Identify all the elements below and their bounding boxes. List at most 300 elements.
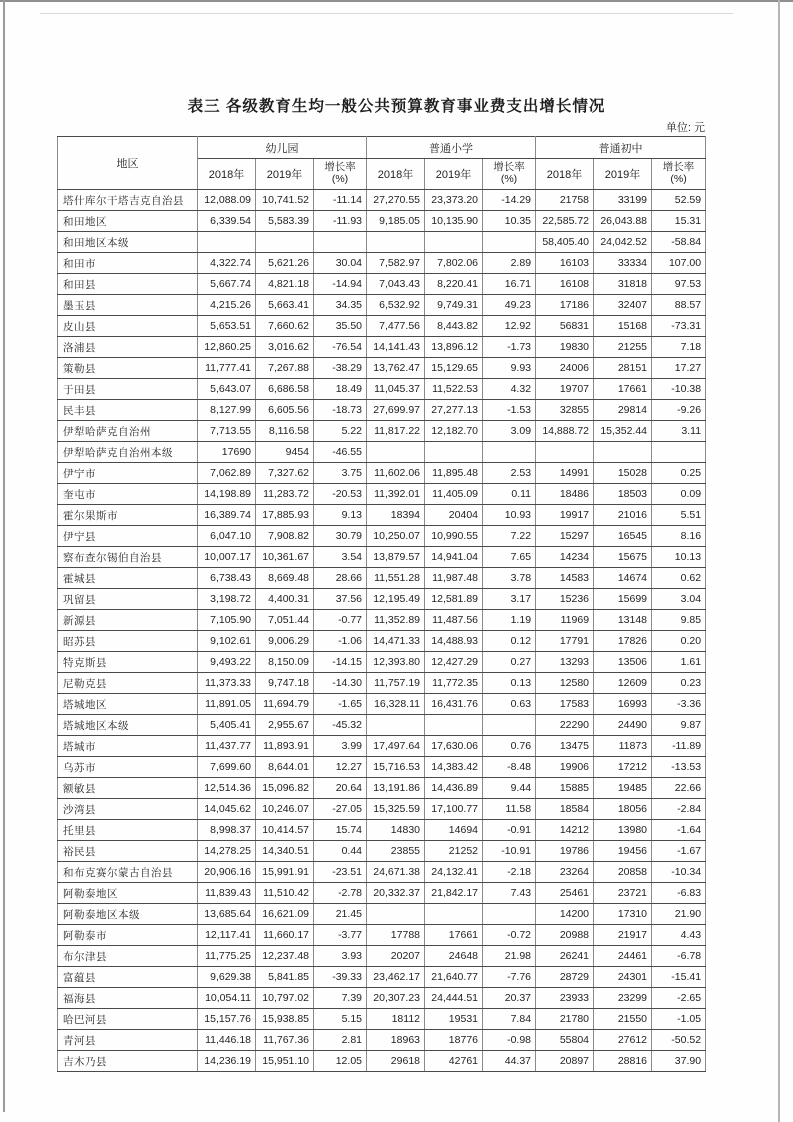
- value-cell: 28816: [594, 1051, 652, 1072]
- region-cell: 和田市: [58, 253, 198, 274]
- value-cell: -1.73: [483, 337, 536, 358]
- value-cell: -11.14: [314, 190, 367, 211]
- value-cell: 15,129.65: [425, 358, 483, 379]
- value-cell: 12.27: [314, 757, 367, 778]
- value-cell: 4,821.18: [256, 274, 314, 295]
- value-cell: [198, 232, 256, 253]
- value-cell: 56831: [536, 316, 594, 337]
- value-cell: 22.66: [652, 778, 706, 799]
- value-cell: 7,660.62: [256, 316, 314, 337]
- value-cell: 11,839.43: [198, 883, 256, 904]
- value-cell: 10.35: [483, 211, 536, 232]
- value-cell: 17661: [594, 379, 652, 400]
- value-cell: -7.76: [483, 967, 536, 988]
- value-cell: 5,653.51: [198, 316, 256, 337]
- region-cell: 和布克赛尔蒙古自治县: [58, 862, 198, 883]
- table-row: [58, 379, 706, 400]
- value-cell: 24490: [594, 715, 652, 736]
- value-cell: 9.44: [483, 778, 536, 799]
- value-cell: 12,427.29: [425, 652, 483, 673]
- value-cell: 14,198.89: [198, 484, 256, 505]
- table-row: [58, 841, 706, 862]
- value-cell: -0.91: [483, 820, 536, 841]
- table-row: [58, 988, 706, 1009]
- value-cell: 15,352.44: [594, 421, 652, 442]
- value-cell: -15.41: [652, 967, 706, 988]
- value-cell: 12580: [536, 673, 594, 694]
- value-cell: 21016: [594, 505, 652, 526]
- value-cell: 8,127.99: [198, 400, 256, 421]
- value-cell: 12,088.09: [198, 190, 256, 211]
- region-cell: 霍尔果斯市: [58, 505, 198, 526]
- value-cell: 21,842.17: [425, 883, 483, 904]
- table-row: [58, 1009, 706, 1030]
- table-row: [58, 883, 706, 904]
- value-cell: 24,444.51: [425, 988, 483, 1009]
- table-row: [58, 862, 706, 883]
- year-header-2019: 2019年: [425, 159, 483, 190]
- region-cell: 巩留县: [58, 589, 198, 610]
- value-cell: [314, 232, 367, 253]
- value-cell: -50.52: [652, 1030, 706, 1051]
- value-cell: 9,185.05: [367, 211, 425, 232]
- value-cell: 27612: [594, 1030, 652, 1051]
- value-cell: [425, 232, 483, 253]
- value-cell: 14,436.89: [425, 778, 483, 799]
- value-cell: 15,157.76: [198, 1009, 256, 1030]
- table-row: [58, 211, 706, 232]
- value-cell: -6.83: [652, 883, 706, 904]
- value-cell: 11969: [536, 610, 594, 631]
- value-cell: 8,644.01: [256, 757, 314, 778]
- value-cell: 9.85: [652, 610, 706, 631]
- value-cell: 0.76: [483, 736, 536, 757]
- value-cell: 7,043.43: [367, 274, 425, 295]
- region-cell: 和田县: [58, 274, 198, 295]
- rate-header-label: 增长率: [324, 161, 356, 174]
- group-header-primary: 普通小学: [367, 137, 536, 159]
- value-cell: -0.72: [483, 925, 536, 946]
- value-cell: 3.99: [314, 736, 367, 757]
- value-cell: 21,640.77: [425, 967, 483, 988]
- region-cell: 奎屯市: [58, 484, 198, 505]
- value-cell: 5,405.41: [198, 715, 256, 736]
- value-cell: 22290: [536, 715, 594, 736]
- value-cell: 16.71: [483, 274, 536, 295]
- value-cell: 11,487.56: [425, 610, 483, 631]
- region-cell: 哈巴河县: [58, 1009, 198, 1030]
- value-cell: 14200: [536, 904, 594, 925]
- value-cell: 3,198.72: [198, 589, 256, 610]
- value-cell: 35.50: [314, 316, 367, 337]
- value-cell: 7,267.88: [256, 358, 314, 379]
- value-cell: 20,307.23: [367, 988, 425, 1009]
- value-cell: 21550: [594, 1009, 652, 1030]
- table-row: [58, 442, 706, 463]
- value-cell: 11,895.48: [425, 463, 483, 484]
- value-cell: 3.75: [314, 463, 367, 484]
- value-cell: -2.18: [483, 862, 536, 883]
- table-row: [58, 673, 706, 694]
- value-cell: 7,713.55: [198, 421, 256, 442]
- value-cell: 10,741.52: [256, 190, 314, 211]
- value-cell: 21255: [594, 337, 652, 358]
- value-cell: 1.19: [483, 610, 536, 631]
- value-cell: 26241: [536, 946, 594, 967]
- value-cell: 4.43: [652, 925, 706, 946]
- rate-header: [483, 159, 536, 190]
- value-cell: 0.44: [314, 841, 367, 862]
- value-cell: 8.16: [652, 526, 706, 547]
- value-cell: -1.65: [314, 694, 367, 715]
- region-cell: 特克斯县: [58, 652, 198, 673]
- value-cell: 55804: [536, 1030, 594, 1051]
- value-cell: -10.34: [652, 862, 706, 883]
- value-cell: 13475: [536, 736, 594, 757]
- rate-header-unit: (%): [670, 173, 687, 185]
- value-cell: 5,663.41: [256, 295, 314, 316]
- value-cell: 13506: [594, 652, 652, 673]
- value-cell: 7,105.90: [198, 610, 256, 631]
- region-cell: 塔城地区: [58, 694, 198, 715]
- value-cell: 21.98: [483, 946, 536, 967]
- value-cell: 19906: [536, 757, 594, 778]
- value-cell: 12,581.89: [425, 589, 483, 610]
- value-cell: 14,888.72: [536, 421, 594, 442]
- value-cell: 3.93: [314, 946, 367, 967]
- value-cell: [256, 232, 314, 253]
- value-cell: 11,602.06: [367, 463, 425, 484]
- value-cell: 6,605.56: [256, 400, 314, 421]
- value-cell: 9,749.31: [425, 295, 483, 316]
- value-cell: 15,716.53: [367, 757, 425, 778]
- value-cell: 5,667.74: [198, 274, 256, 295]
- value-cell: 27,699.97: [367, 400, 425, 421]
- value-cell: -20.53: [314, 484, 367, 505]
- value-cell: 97.53: [652, 274, 706, 295]
- value-cell: 15.74: [314, 820, 367, 841]
- rate-header-unit: (%): [500, 173, 518, 185]
- value-cell: [483, 904, 536, 925]
- value-cell: 14212: [536, 820, 594, 841]
- value-cell: 0.13: [483, 673, 536, 694]
- table-row: [58, 505, 706, 526]
- table-row: [58, 736, 706, 757]
- value-cell: 44.37: [483, 1051, 536, 1072]
- value-cell: -14.29: [483, 190, 536, 211]
- value-cell: 24461: [594, 946, 652, 967]
- value-cell: 23264: [536, 862, 594, 883]
- value-cell: 21758: [536, 190, 594, 211]
- value-cell: -1.53: [483, 400, 536, 421]
- region-cell: 布尔津县: [58, 946, 198, 967]
- year-header-2018: 2018年: [367, 159, 425, 190]
- value-cell: 11,352.89: [367, 610, 425, 631]
- value-cell: 8,220.41: [425, 274, 483, 295]
- value-cell: 3.17: [483, 589, 536, 610]
- value-cell: 11,405.09: [425, 484, 483, 505]
- table-row: [58, 715, 706, 736]
- value-cell: -27.05: [314, 799, 367, 820]
- region-cell: 塔城市: [58, 736, 198, 757]
- value-cell: 5,841.85: [256, 967, 314, 988]
- value-cell: 42761: [425, 1051, 483, 1072]
- value-cell: 1.61: [652, 652, 706, 673]
- region-cell: 民丰县: [58, 400, 198, 421]
- value-cell: [483, 715, 536, 736]
- value-cell: 13,879.57: [367, 547, 425, 568]
- table-row: [58, 316, 706, 337]
- value-cell: 17,100.77: [425, 799, 483, 820]
- value-cell: -10.38: [652, 379, 706, 400]
- value-cell: 11,767.36: [256, 1030, 314, 1051]
- region-cell: 吉木乃县: [58, 1051, 198, 1072]
- value-cell: 23,462.17: [367, 967, 425, 988]
- table-row: [58, 547, 706, 568]
- value-cell: 6,532.92: [367, 295, 425, 316]
- value-cell: 13980: [594, 820, 652, 841]
- value-cell: 107.00: [652, 253, 706, 274]
- region-cell: 阿勒泰地区: [58, 883, 198, 904]
- value-cell: 7,327.62: [256, 463, 314, 484]
- table-row: [58, 190, 706, 211]
- region-cell: 策勒县: [58, 358, 198, 379]
- value-cell: 58,405.40: [536, 232, 594, 253]
- value-cell: 25461: [536, 883, 594, 904]
- value-cell: 12,860.25: [198, 337, 256, 358]
- value-cell: 7,477.56: [367, 316, 425, 337]
- value-cell: 28151: [594, 358, 652, 379]
- value-cell: 14,471.33: [367, 631, 425, 652]
- value-cell: 14583: [536, 568, 594, 589]
- value-cell: -38.29: [314, 358, 367, 379]
- value-cell: 2,955.67: [256, 715, 314, 736]
- value-cell: -76.54: [314, 337, 367, 358]
- value-cell: 17791: [536, 631, 594, 652]
- value-cell: 15,938.85: [256, 1009, 314, 1030]
- value-cell: 20897: [536, 1051, 594, 1072]
- value-cell: 3.04: [652, 589, 706, 610]
- value-cell: 34.35: [314, 295, 367, 316]
- value-cell: 0.62: [652, 568, 706, 589]
- value-cell: 33334: [594, 253, 652, 274]
- value-cell: 12,117.41: [198, 925, 256, 946]
- value-cell: 14,045.62: [198, 799, 256, 820]
- value-cell: 19786: [536, 841, 594, 862]
- value-cell: 12,393.80: [367, 652, 425, 673]
- region-cell: 伊宁市: [58, 463, 198, 484]
- value-cell: 4,322.74: [198, 253, 256, 274]
- value-cell: 7.22: [483, 526, 536, 547]
- value-cell: 15168: [594, 316, 652, 337]
- value-cell: -39.33: [314, 967, 367, 988]
- value-cell: 20858: [594, 862, 652, 883]
- value-cell: 4.32: [483, 379, 536, 400]
- value-cell: 23721: [594, 883, 652, 904]
- region-cell: 洛浦县: [58, 337, 198, 358]
- value-cell: [536, 442, 594, 463]
- value-cell: 11,446.18: [198, 1030, 256, 1051]
- group-header-kindergarten: 幼儿园: [198, 137, 367, 159]
- region-cell: 察布查尔锡伯自治县: [58, 547, 198, 568]
- value-cell: 15028: [594, 463, 652, 484]
- value-cell: 15,951.10: [256, 1051, 314, 1072]
- value-cell: 14,141.43: [367, 337, 425, 358]
- value-cell: 11,772.35: [425, 673, 483, 694]
- value-cell: 3,016.62: [256, 337, 314, 358]
- value-cell: 7,908.82: [256, 526, 314, 547]
- value-cell: 13148: [594, 610, 652, 631]
- value-cell: 10,414.57: [256, 820, 314, 841]
- year-header-2019: 2019年: [256, 159, 314, 190]
- value-cell: 21.45: [314, 904, 367, 925]
- value-cell: 10,361.67: [256, 547, 314, 568]
- value-cell: 23855: [367, 841, 425, 862]
- value-cell: 18503: [594, 484, 652, 505]
- region-cell: 托里县: [58, 820, 198, 841]
- value-cell: 21780: [536, 1009, 594, 1030]
- value-cell: 3.54: [314, 547, 367, 568]
- value-cell: 8,116.58: [256, 421, 314, 442]
- region-cell: 乌苏市: [58, 757, 198, 778]
- value-cell: 5,643.07: [198, 379, 256, 400]
- value-cell: 4,215.26: [198, 295, 256, 316]
- value-cell: 12,514.36: [198, 778, 256, 799]
- value-cell: 9454: [256, 442, 314, 463]
- value-cell: 18963: [367, 1030, 425, 1051]
- value-cell: 9,102.61: [198, 631, 256, 652]
- education-expenditure-table: [57, 136, 706, 1072]
- value-cell: 0.11: [483, 484, 536, 505]
- value-cell: 14,941.04: [425, 547, 483, 568]
- value-cell: 18.49: [314, 379, 367, 400]
- scan-artifact-line: [40, 13, 733, 14]
- value-cell: 24,132.41: [425, 862, 483, 883]
- value-cell: [483, 232, 536, 253]
- value-cell: 24301: [594, 967, 652, 988]
- table-row: [58, 967, 706, 988]
- table-row: [58, 421, 706, 442]
- value-cell: 6,738.43: [198, 568, 256, 589]
- value-cell: 88.57: [652, 295, 706, 316]
- value-cell: -1.05: [652, 1009, 706, 1030]
- value-cell: 11,987.48: [425, 568, 483, 589]
- value-cell: -1.67: [652, 841, 706, 862]
- value-cell: 12609: [594, 673, 652, 694]
- value-cell: 31818: [594, 274, 652, 295]
- region-cell: 福海县: [58, 988, 198, 1009]
- value-cell: 20.64: [314, 778, 367, 799]
- region-cell: 额敏县: [58, 778, 198, 799]
- value-cell: -58.84: [652, 232, 706, 253]
- value-cell: 7,802.06: [425, 253, 483, 274]
- value-cell: -14.15: [314, 652, 367, 673]
- value-cell: 6,047.10: [198, 526, 256, 547]
- value-cell: 15236: [536, 589, 594, 610]
- value-cell: 18394: [367, 505, 425, 526]
- value-cell: -0.98: [483, 1030, 536, 1051]
- value-cell: 11,437.77: [198, 736, 256, 757]
- value-cell: [367, 232, 425, 253]
- value-cell: 18776: [425, 1030, 483, 1051]
- value-cell: 17212: [594, 757, 652, 778]
- value-cell: 16,431.76: [425, 694, 483, 715]
- value-cell: 22,585.72: [536, 211, 594, 232]
- value-cell: 15297: [536, 526, 594, 547]
- region-cell: 墨玉县: [58, 295, 198, 316]
- value-cell: 2.81: [314, 1030, 367, 1051]
- value-cell: 17.27: [652, 358, 706, 379]
- value-cell: 20.37: [483, 988, 536, 1009]
- region-cell: 和田地区: [58, 211, 198, 232]
- table-row: [58, 757, 706, 778]
- value-cell: 37.56: [314, 589, 367, 610]
- table-row: [58, 631, 706, 652]
- value-cell: 2.89: [483, 253, 536, 274]
- value-cell: 7,699.60: [198, 757, 256, 778]
- value-cell: 15699: [594, 589, 652, 610]
- value-cell: 28.66: [314, 568, 367, 589]
- value-cell: -1.06: [314, 631, 367, 652]
- value-cell: 7,051.44: [256, 610, 314, 631]
- value-cell: -2.84: [652, 799, 706, 820]
- value-cell: 10,135.90: [425, 211, 483, 232]
- table-row: [58, 1051, 706, 1072]
- value-cell: [425, 904, 483, 925]
- value-cell: [425, 715, 483, 736]
- table-row: [58, 820, 706, 841]
- region-cell: 阿勒泰地区本级: [58, 904, 198, 925]
- value-cell: 11,775.25: [198, 946, 256, 967]
- value-cell: -10.91: [483, 841, 536, 862]
- value-cell: 14,488.93: [425, 631, 483, 652]
- table-row: [58, 925, 706, 946]
- value-cell: 16108: [536, 274, 594, 295]
- value-cell: 15885: [536, 778, 594, 799]
- value-cell: 3.11: [652, 421, 706, 442]
- value-cell: [594, 442, 652, 463]
- value-cell: 20,332.37: [367, 883, 425, 904]
- table-body: [58, 190, 706, 1072]
- value-cell: 16545: [594, 526, 652, 547]
- table-row: [58, 568, 706, 589]
- value-cell: 4,400.31: [256, 589, 314, 610]
- value-cell: 14,383.42: [425, 757, 483, 778]
- value-cell: 15675: [594, 547, 652, 568]
- value-cell: 14991: [536, 463, 594, 484]
- scan-edge-right: [778, 0, 780, 1122]
- value-cell: 9.13: [314, 505, 367, 526]
- value-cell: 11,694.79: [256, 694, 314, 715]
- value-cell: 12,237.48: [256, 946, 314, 967]
- value-cell: 29618: [367, 1051, 425, 1072]
- value-cell: [425, 442, 483, 463]
- table-row: [58, 274, 706, 295]
- table-row: [58, 799, 706, 820]
- value-cell: 5.22: [314, 421, 367, 442]
- value-cell: 16993: [594, 694, 652, 715]
- value-cell: 24,042.52: [594, 232, 652, 253]
- value-cell: 8,150.09: [256, 652, 314, 673]
- value-cell: -3.77: [314, 925, 367, 946]
- value-cell: 9.87: [652, 715, 706, 736]
- value-cell: 9.93: [483, 358, 536, 379]
- rate-header: [314, 159, 367, 190]
- region-cell: 霍城县: [58, 568, 198, 589]
- value-cell: -14.94: [314, 274, 367, 295]
- value-cell: 21252: [425, 841, 483, 862]
- value-cell: 11,757.19: [367, 673, 425, 694]
